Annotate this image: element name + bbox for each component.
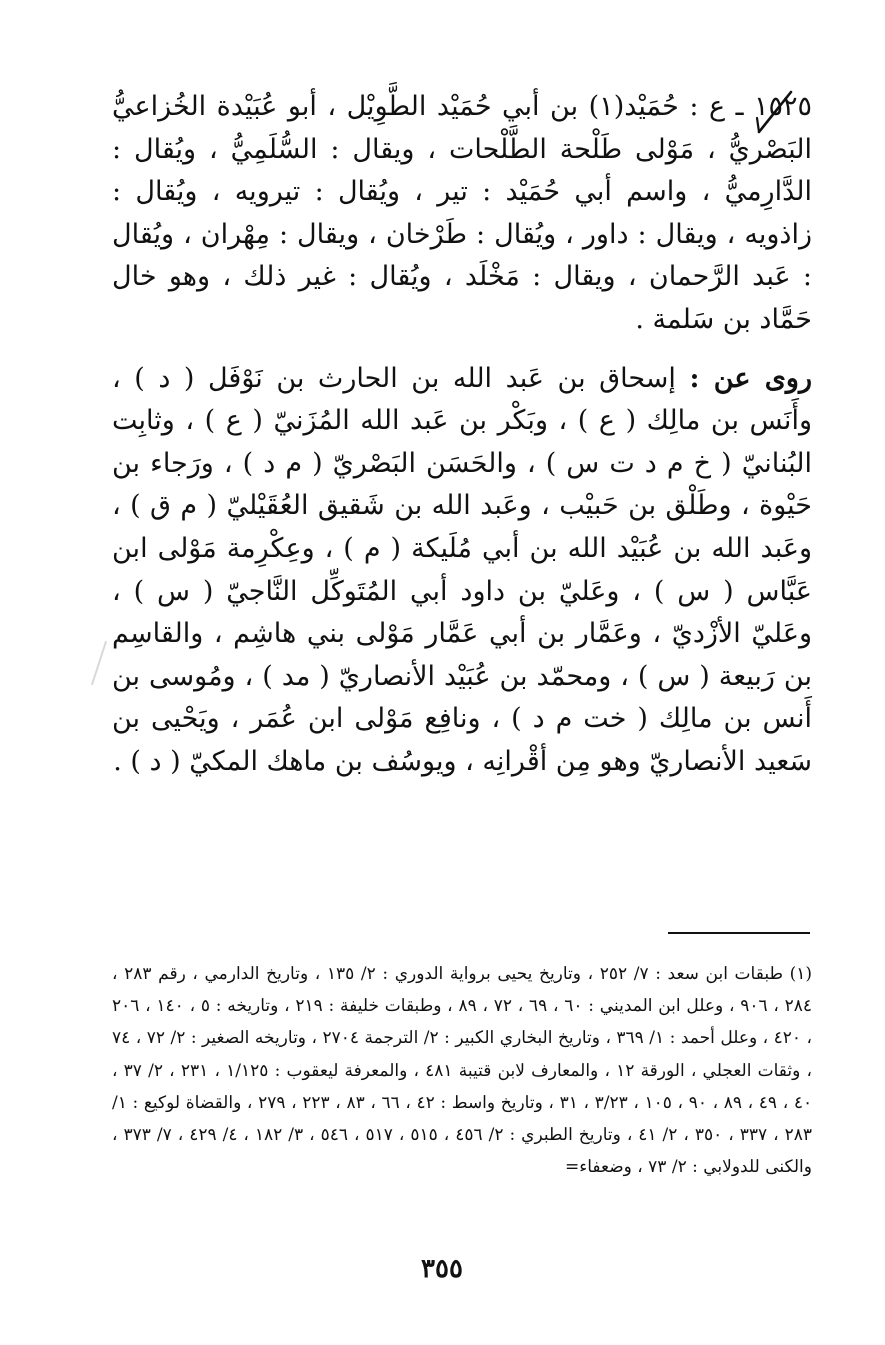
main-text [112,86,812,784]
page-number: ٣٥٥ [421,1254,463,1284]
scan-mark [91,641,107,685]
entry-narrates [112,358,812,784]
narrates-label: روى عن : [689,362,813,394]
entry-biography: ١٥٢٥ ـ ع : حُمَيْد(١) بن أبي حُمَيْد الطَّوِيْل ، أبو عُبَيْدة الخُزاعيُّ البَصْريُّ ، مَوْلى طَلْحة الطَّلْحات ، ويقال : السُّلَمِيُّ ، ويُقال : الدَّارِميُّ ، واسم أبي حُمَيْد : تير ، ويُقال : تيرويه ، ويُقال : زاذويه ، ويقال : داور ، ويُقال : طَرْخان ، ويقال : مِهْران ، ويُقال : عَبد الرَّحمان ، ويقال : مَخْلَد ، ويُقال : غير ذلك ، وهو خال حَمَّاد بن سَلمة . [112,91,813,335]
footnotes [112,958,812,1183]
narrates-list: إسحاق بن عَبد الله بن الحارث بن نَوْفَل ( د ) ، وأَنَس بن مالِك ( ع ) ، وبَكْر بن عَبد الله المُزَنيّ ( ع ) ، وثابِت البُنانيّ ( خ م د ت س ) ، والحَسَن البَصْريّ ( م د ) ، ورَجاء بن حَيْوة ، وطَلْق بن حَبيْب ، وعَبد الله بن شَقيق العُقَيْليّ ( م ق ) ، وعَبد الله بن عُبَيْد الله بن أبي مُلَيكة ( م ) ، وعِكْرِمة مَوْلى ابن عَبَّاس ( س ) ، وعَليّ بن داود أبي المُتَوكِّل النَّاجيّ ( س ) ، وعَليّ الأزْديّ ، وعَمَّار بن أبي عَمَّار مَوْلى بني هاشِم ، والقاسِم بن رَبيعة ( س ) ، ومحمّد بن عُبَيْد الأنصاريّ ( مد ) ، ومُوسى بن أَنس بن مالِك ( خت م د ) ، ونافِع مَوْلى ابن عُمَر ، ويَحْيى بن سَعيد الأنصاريّ وهو مِن أقْرانِه ، ويوسُف بن ماهك المكيّ ( د ) . [112,362,812,777]
footnote-separator [668,932,810,934]
footnote-1: (١) طبقات ابن سعد : ٧/ ٢٥٢ ، وتاريخ يحيى برواية الدوري : ٢/ ١٣٥ ، وتاريخ الدارمي ، رقم ٢٨٣ ، ٢٨٤ ، ٩٠٦ ، وعلل ابن المديني : ٦٠ ، ٦٩ ، ٧٢ ، ٨٩ ، وطبقات خليفة : ٢١٩ ، وتاريخه : ٥ ، ١٤٠ ، ٢٠٦ ، ٤٢٠ ، وعلل أحمد : ١/ ٣٦٩ ، وتاريخ البخاري الكبير : ٢/ الترجمة ٢٧٠٤ ، وتاريخه الصغير : ٢/ ٧٢ ، ٧٤ ، وثقات العجلي ، الورقة ١٢ ، والمعارف لابن قتيبة ٤٨١ ، والمعرفة ليعقوب : ١/١٢٥ ، ٢٣١ ، ٢/ ٣٧ ، ٤٠ ، ٤٩ ، ٨٩ ، ٩٠ ، ١٠٥ ، ٣/٢٣ ، ٣١ ، وتاريخ واسط : ٤٢ ، ٦٦ ، ٨٣ ، ٢٢٣ ، ٢٧٩ ، والقضاة لوكيع : ١/ ٢٨٣ ، ٣٣٧ ، ٣٥٠ ، ٢/ ٤١ ، وتاريخ الطبري : ٢/ ٤٥٦ ، ٥١٥ ، ٥١٧ ، ٥٤٦ ، ٣/ ١٨٢ ، ٤/ ٤٢٩ ، ٧/ ٣٧٣ ، والكنى للدولابي : ٢/ ٧٣ ، وضعفاء= [112,964,813,1178]
